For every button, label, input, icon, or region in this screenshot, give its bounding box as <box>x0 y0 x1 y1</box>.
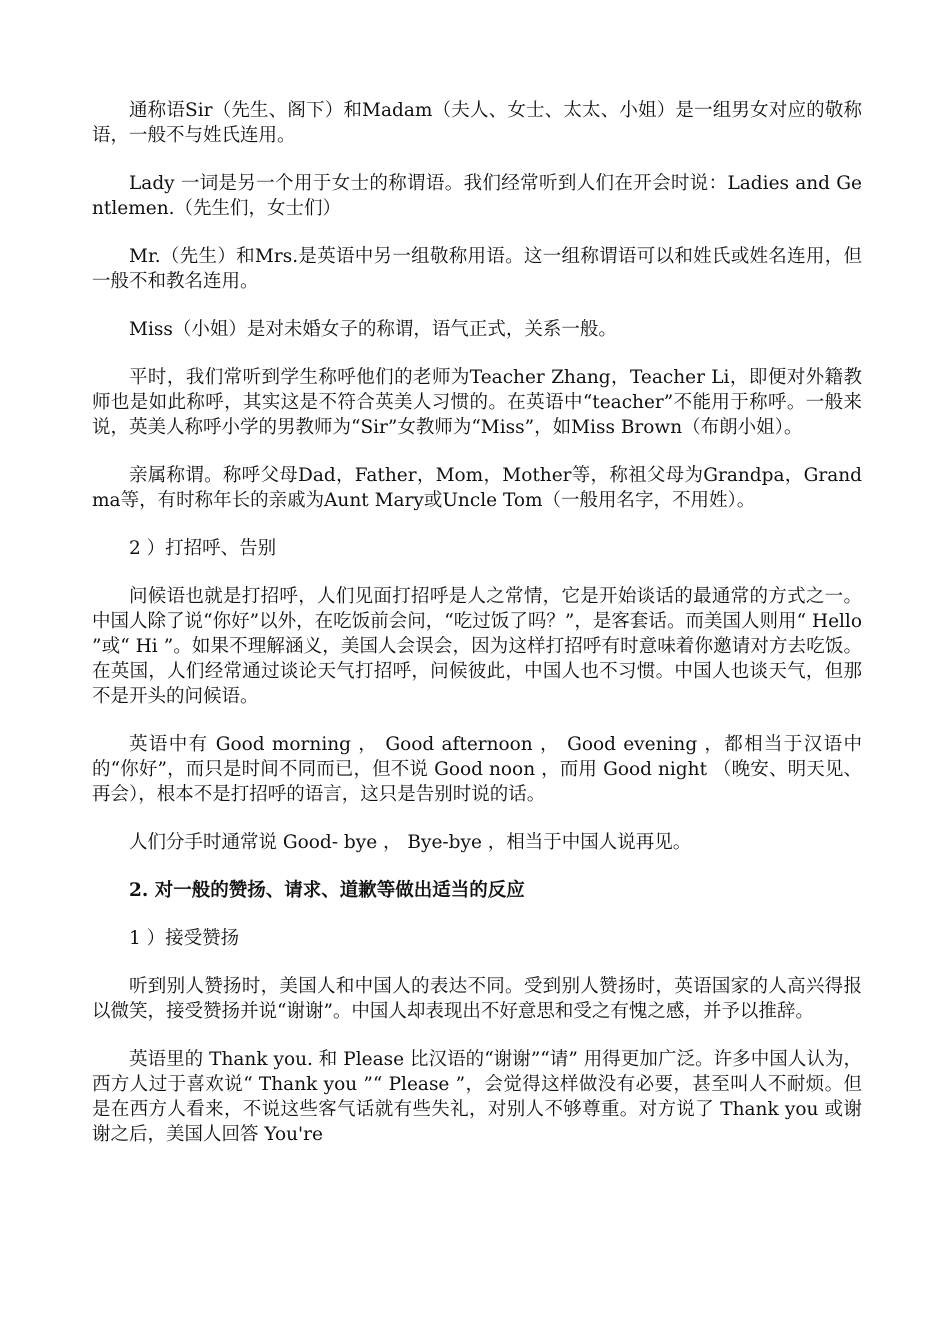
paragraph-kinship: 亲属称谓。称呼父母Dad，Father，Mom，Mother等，称祖父母为Grandpa，Grandma等，有时称年长的亲戚为Aunt Mary或Uncle Tom（一般用名字，不用姓）。 <box>92 465 862 511</box>
section-heading-responses: 2. 对一般的赞扬、请求、道歉等做出适当的反应 <box>129 880 525 901</box>
paragraph-goodbye: 人们分手时通常说 Good- bye ， Bye-bye ，相当于中国人说再见。 <box>129 832 692 853</box>
paragraph-good-morning: 英语中有 Good morning ， Good afternoon ， Good evening ，都相当于汉语中的“你好”，而只是时间不同而已，但不说 Good noon ，而用 Good night （晚安、明天见、再会），根本不是打招呼的语言，这只是告别时说的话。 <box>92 734 862 805</box>
paragraph-praise: 听到别人赞扬时，美国人和中国人的表达不同。受到别人赞扬时，英语国家的人高兴得报以微笑，接受赞扬并说“谢谢”。中国人却表现出不好意思和受之有愧之感，并予以推辞。 <box>92 976 862 1022</box>
paragraph-mr-mrs: Mr.（先生）和Mrs.是英语中另一组敬称用语。这一组称谓语可以和姓氏或姓名连用，但一般不和教名连用。 <box>92 246 862 292</box>
document-page <box>92 98 862 1170</box>
subheading-accept-praise: 1 ）接受赞扬 <box>129 928 240 949</box>
paragraph-lady: Lady 一词是另一个用于女士的称谓语。我们经常听到人们在开会时说：Ladies and Gentlemen.（先生们，女士们） <box>92 173 862 219</box>
paragraph-thank-you: 英语里的 Thank you. 和 Please 比汉语的“谢谢”“请” 用得更加广泛。许多中国人认为，西方人过于喜欢说“ Thank you ”“ Please ”，会觉得这样做没有必要，甚至叫人不耐烦。但是在西方人看来，不说这些客气话就有些失礼，对别人不够尊重。对方说了 Thank you 或谢谢之后，美国人回答 You're <box>92 1049 862 1145</box>
paragraph-teacher: 平时，我们常听到学生称呼他们的老师为Teacher Zhang，Teacher Li，即便对外籍教师也是如此称呼，其实这是不符合英美人习惯的。在英语中“teacher”不能用于称呼。一般来说，英美人称呼小学的男教师为“Sir”女教师为“Miss”，如Miss Brown（布朗小姐）。 <box>92 367 862 438</box>
paragraph-miss: Miss（小姐）是对未婚女子的称谓，语气正式，关系一般。 <box>129 319 617 340</box>
paragraph-sir-madam: 通称语Sir（先生、阁下）和Madam（夫人、女士、太太、小姐）是一组男女对应的敬称语，一般不与姓氏连用。 <box>92 100 862 146</box>
subheading-greeting: 2 ）打招呼、告别 <box>129 538 277 559</box>
paragraph-greeting: 问候语也就是打招呼，人们见面打招呼是人之常情，它是开始谈话的最通常的方式之一。中国人除了说“你好”以外，在吃饭前会问，“吃过饭了吗？”，是客套话。而美国人则用“ Hello ”或“ Hi ”。如果不理解涵义，美国人会误会，因为这样打招呼有时意味着你邀请对方去吃饭。在英国，人们经常通过谈论天气打招呼，问候彼此，中国人也不习惯。中国人也谈天气，但那不是开头的问候语。 <box>92 586 862 707</box>
